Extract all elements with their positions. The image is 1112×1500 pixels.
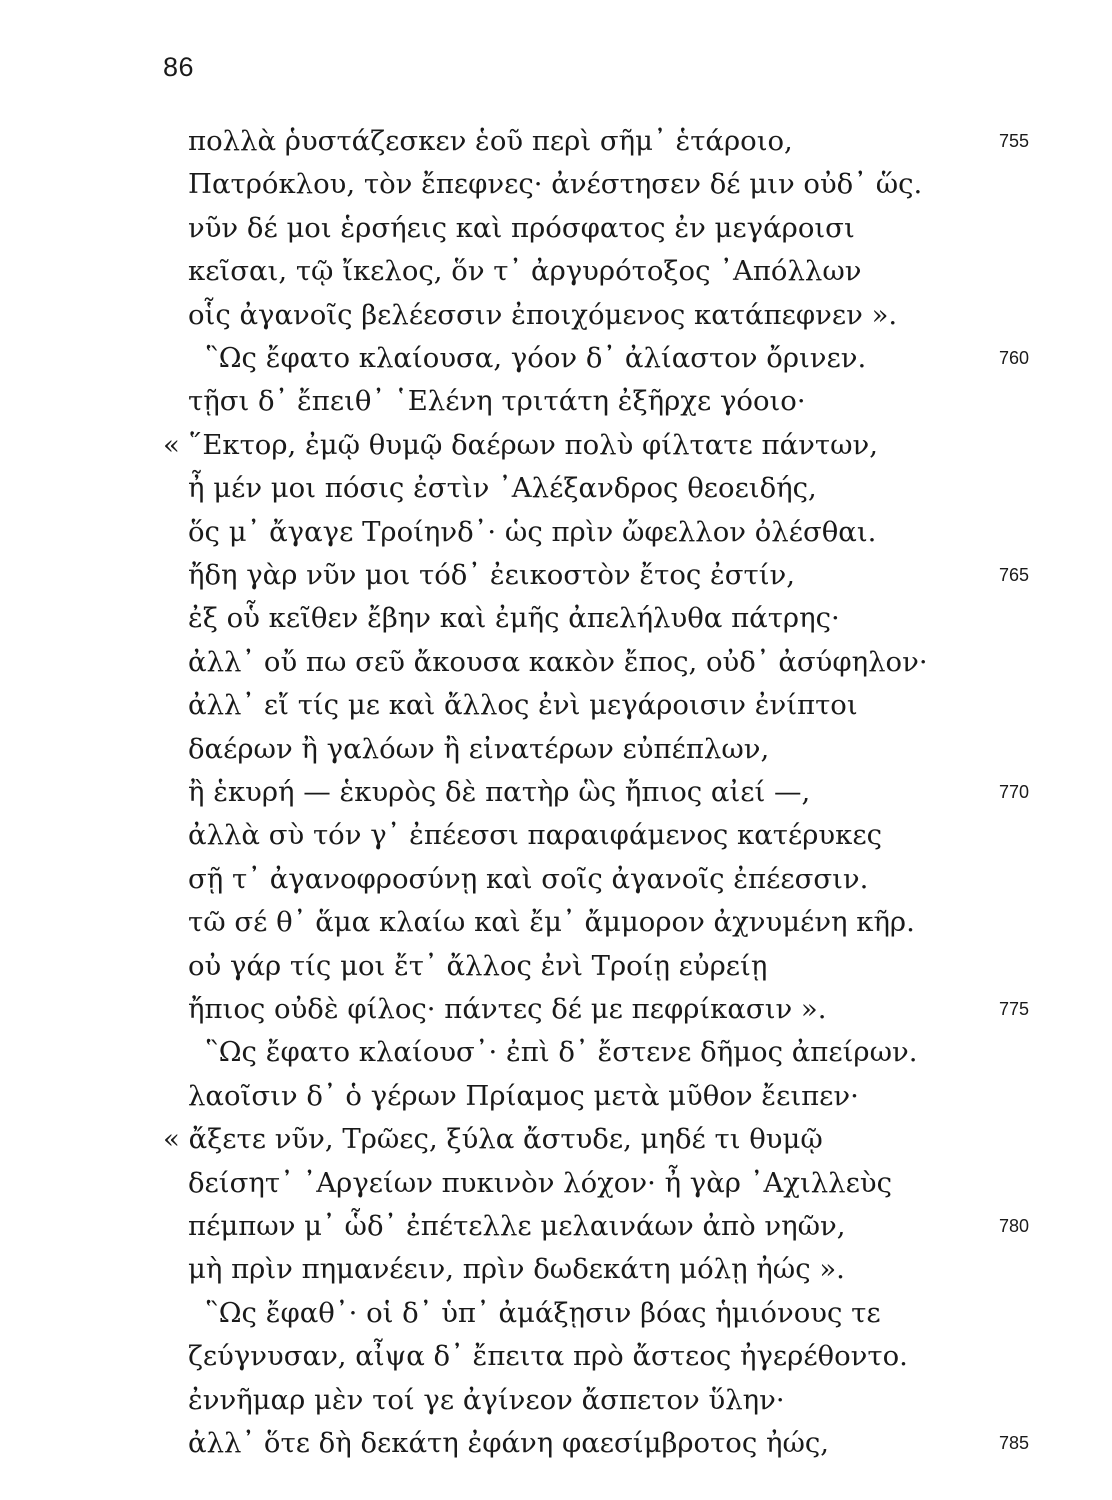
verse-text: ἀλλ᾽ οὔ πω σεῦ ἄκουσα κακὸν ἔπος, οὐδ᾽ ἀσύφηλον· xyxy=(188,645,928,678)
verse-text: οὐ γάρ τίς μοι ἔτ᾽ ἄλλος ἐνὶ Τροίῃ εὐρείῃ xyxy=(188,949,768,982)
verse-text: ἀλλ᾽ ὅτε δὴ δεκάτη ἐφάνη φαεσίμβροτος ἠώς, xyxy=(188,1427,830,1459)
verse-text: μὴ πρὶν πημανέειν, πρὶν δωδεκάτη μόλῃ ἠώς ». xyxy=(188,1253,845,1286)
verse-line xyxy=(0,554,1112,596)
verse-line xyxy=(0,250,1112,292)
verse-line xyxy=(0,120,1112,162)
verse-text: νῦν δέ μοι ἑρσήεις καὶ πρόσφατος ἐν μεγάροισι xyxy=(188,211,855,244)
verse-line xyxy=(0,163,1112,205)
line-number: 765 xyxy=(999,565,1030,585)
verse-text: δείσητ᾽ ᾽Αργείων πυκινὸν λόχον· ἦ γὰρ ᾽Αχιλλεὺς xyxy=(188,1166,892,1199)
verse-line xyxy=(0,814,1112,856)
verse-text: τῇσι δ᾽ ἔπειθ᾽ ῾Ελένη τριτάτη ἐξῆρχε γόοιο· xyxy=(188,385,806,418)
verse-line xyxy=(0,424,1112,466)
verse-text: ἀλλὰ σὺ τόν γ᾽ ἐπέεσσι παραιφάμενος κατέρυκες xyxy=(188,819,882,852)
line-number: 755 xyxy=(999,131,1030,151)
verse-line xyxy=(0,1422,1112,1464)
verse-line xyxy=(0,294,1112,336)
verse-line xyxy=(0,641,1112,683)
verse-text: οἷς ἀγανοῖς βελέεσσιν ἐποιχόμενος κατάπεφνεν ». xyxy=(188,298,898,331)
verse-text: τῶ σέ θ᾽ ἅμα κλαίω καὶ ἔμ᾽ ἄμμορον ἀχνυμένη κῆρ. xyxy=(188,906,915,939)
verse-text: σῇ τ᾽ ἀγανοφροσύνῃ καὶ σοῖς ἀγανοῖς ἐπέεσσιν. xyxy=(188,862,869,895)
verse-line xyxy=(0,1205,1112,1247)
line-number: 780 xyxy=(999,1216,1030,1236)
verse-line xyxy=(0,1075,1112,1117)
verse-line xyxy=(0,1031,1112,1073)
verse-line xyxy=(0,901,1112,943)
verse-line xyxy=(0,597,1112,639)
verse-line xyxy=(0,511,1112,553)
verse-text: δαέρων ἢ γαλόων ἢ εἰνατέρων εὐπέπλων, xyxy=(188,732,770,765)
verse-line xyxy=(0,1335,1112,1377)
verse-line xyxy=(0,380,1112,422)
verse-text: ὅς μ᾽ ἄγαγε Τροίηνδ᾽· ὡς πρὶν ὤφελλον ὀλέσθαι. xyxy=(188,515,877,548)
verse-text: ἐξ οὗ κεῖθεν ἔβην καὶ ἐμῆς ἀπελήλυθα πάτρης· xyxy=(188,602,840,635)
verse-line xyxy=(0,771,1112,813)
line-number: 760 xyxy=(999,348,1030,368)
line-number: 770 xyxy=(999,782,1030,802)
verse-text: πέμπων μ᾽ ὧδ᾽ ἐπέτελλε μελαινάων ἀπὸ νηῶν, xyxy=(188,1210,846,1242)
verse-text: ῝Ως ἔφατο κλαίουσ᾽· ἐπὶ δ᾽ ἔστενε δῆμος ἀπείρων. xyxy=(205,1036,918,1069)
verse-line xyxy=(0,337,1112,379)
verse-text: ἤδη γὰρ νῦν μοι τόδ᾽ ἐεικοστὸν ἔτος ἐστίν, xyxy=(188,559,796,591)
verse-line xyxy=(0,1162,1112,1204)
verse-text: ῝Ως ἔφαθ᾽· οἱ δ᾽ ὑπ᾽ ἀμάξῃσιν βόας ἡμιόνους τε xyxy=(205,1296,881,1329)
verse-line xyxy=(0,467,1112,509)
verse-line xyxy=(0,1118,1112,1160)
verse-text: ῝Ως ἔφατο κλαίουσα, γόον δ᾽ ἀλίαστον ὄρινεν. xyxy=(205,342,867,374)
page-number: 86 xyxy=(163,52,195,82)
verse-text: « ἄξετε νῦν, Τρῶες, ξύλα ἄστυδε, μηδέ τι θυμῷ xyxy=(163,1123,823,1156)
verse-text: ἀλλ᾽ εἴ τίς με καὶ ἄλλος ἐνὶ μεγάροισιν ἐνίπτοι xyxy=(188,689,858,722)
verse-line xyxy=(0,988,1112,1030)
line-number: 785 xyxy=(999,1433,1030,1453)
verse-text: ζεύγνυσαν, αἶψα δ᾽ ἔπειτα πρὸ ἄστεος ἠγερέθοντο. xyxy=(188,1340,908,1373)
verse-line xyxy=(0,858,1112,900)
verse-text: ἦ μέν μοι πόσις ἐστὶν ᾽Αλέξανδρος θεοειδής, xyxy=(188,472,817,505)
verse-text: ἢ ἑκυρή — ἑκυρὸς δὲ πατὴρ ὣς ἤπιος αἰεί —, xyxy=(188,776,811,808)
verse-text: πολλὰ ῥυστάζεσκεν ἑοῦ περὶ σῆμ᾽ ἑτάροιο, xyxy=(188,125,793,157)
line-number: 775 xyxy=(999,999,1030,1019)
verse-line xyxy=(0,207,1112,249)
verse-line xyxy=(0,1248,1112,1290)
verse-line xyxy=(0,728,1112,770)
verse-text: « ῞Εκτορ, ἐμῷ θυμῷ δαέρων πολὺ φίλτατε πάντων, xyxy=(163,428,878,461)
verse-line xyxy=(0,945,1112,987)
verse-line xyxy=(0,684,1112,726)
verse-text: ἐννῆμαρ μὲν τοί γε ἀγίνεον ἄσπετον ὕλην· xyxy=(188,1383,785,1416)
verse-line xyxy=(0,1292,1112,1334)
verse-text: ἤπιος οὐδὲ φίλος· πάντες δέ με πεφρίκασιν ». xyxy=(188,993,827,1025)
verse-text: λαοῖσιν δ᾽ ὁ γέρων Πρίαμος μετὰ μῦθον ἔειπεν· xyxy=(188,1079,859,1112)
verse-text: Πατρόκλου, τὸν ἔπεφνες· ἀνέστησεν δέ μιν οὐδ᾽ ὥς. xyxy=(188,168,923,201)
verse-line xyxy=(0,1379,1112,1421)
verse-text: κεῖσαι, τῷ ἴκελος, ὅν τ᾽ ἀργυρότοξος ᾽Απόλλων xyxy=(188,255,862,288)
